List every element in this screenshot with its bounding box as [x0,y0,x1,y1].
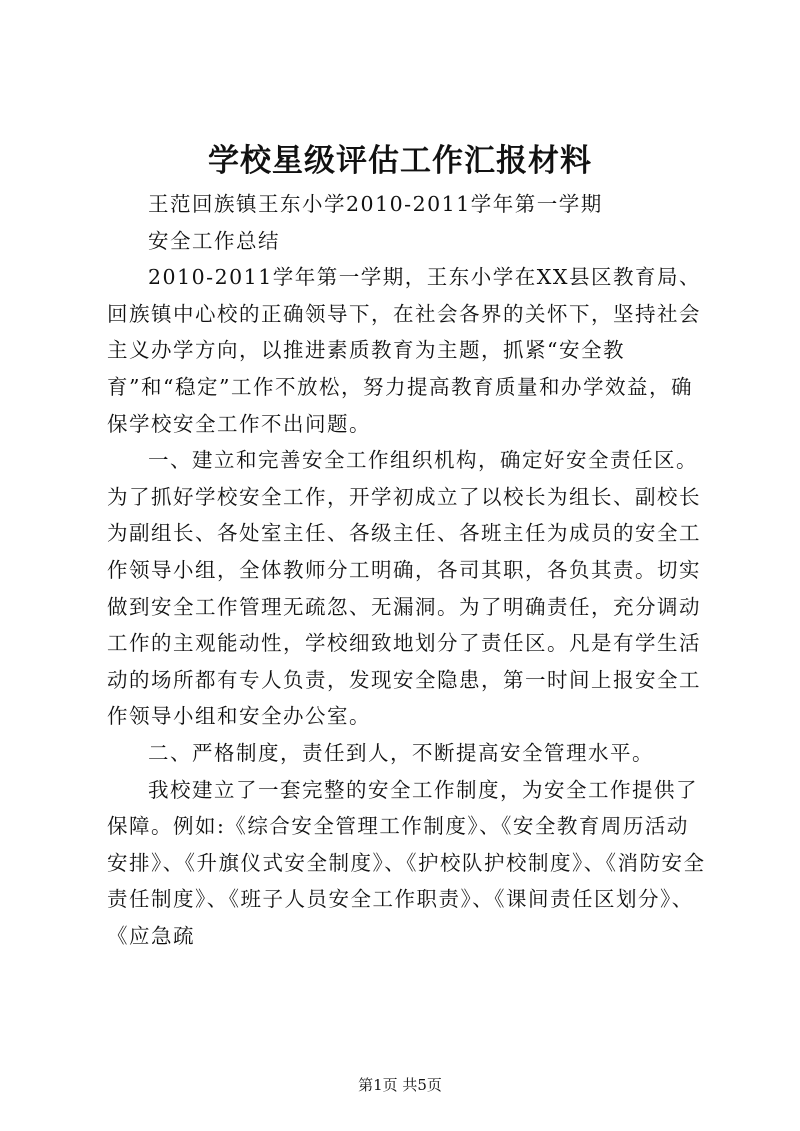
paragraph-intro: 2010-2011学年第一学期，王东小学在XX县区教育局、回族镇中心校的正确领导下，在社会各界的关怀下，坚持社会主义办学方向，以推进素质教育为主题，抓紧“安全教育”和“稳定”工作不放松，努力提高教育质量和办学效益，确保学校安全工作不出问题。 [107,265,701,436]
paragraph-section-two-heading: 二、严格制度，责任到人，不断提高安全管理水平。 [148,740,654,765]
document-title: 学校星级评估工作汇报材料 [208,143,592,179]
page-number-footer: 第1页 共5页 [358,1076,442,1094]
paragraph-section-one: 一、建立和完善安全工作组织机构，确定好安全责任区。为了抓好学校安全工作，开学初成立了以校长为组长、副校长为副组长、各处室主任、各级主任、各班主任为成员的安全工作领导小组，全体教师分工明确，各司其职，各负其责。切实做到安全工作管理无疏忽、无漏洞。为了明确责任，充分调动工作的主观能动性，学校细致地划分了责任区。凡是有学生活动的场所都有专人负责，发现安全隐患，第一时间上报安全工作领导小组和安全办公室。 [107,448,701,729]
paragraph-subtitle: 安全工作总结 [148,228,280,253]
paragraph-section-two-body: 我校建立了一套完整的安全工作制度，为安全工作提供了保障。例如:《综合安全管理工作制度》、《安全教育周历活动安排》、《升旗仪式安全制度》、《护校队护校制度》、《消防安全责任制度》、《班子人员安全工作职责》、《课间责任区划分》、《应急疏 [107,777,706,948]
document-body [107,186,707,954]
paragraph-school-term: 王范回族镇王东小学2010-2011学年第一学期 [148,192,603,216]
